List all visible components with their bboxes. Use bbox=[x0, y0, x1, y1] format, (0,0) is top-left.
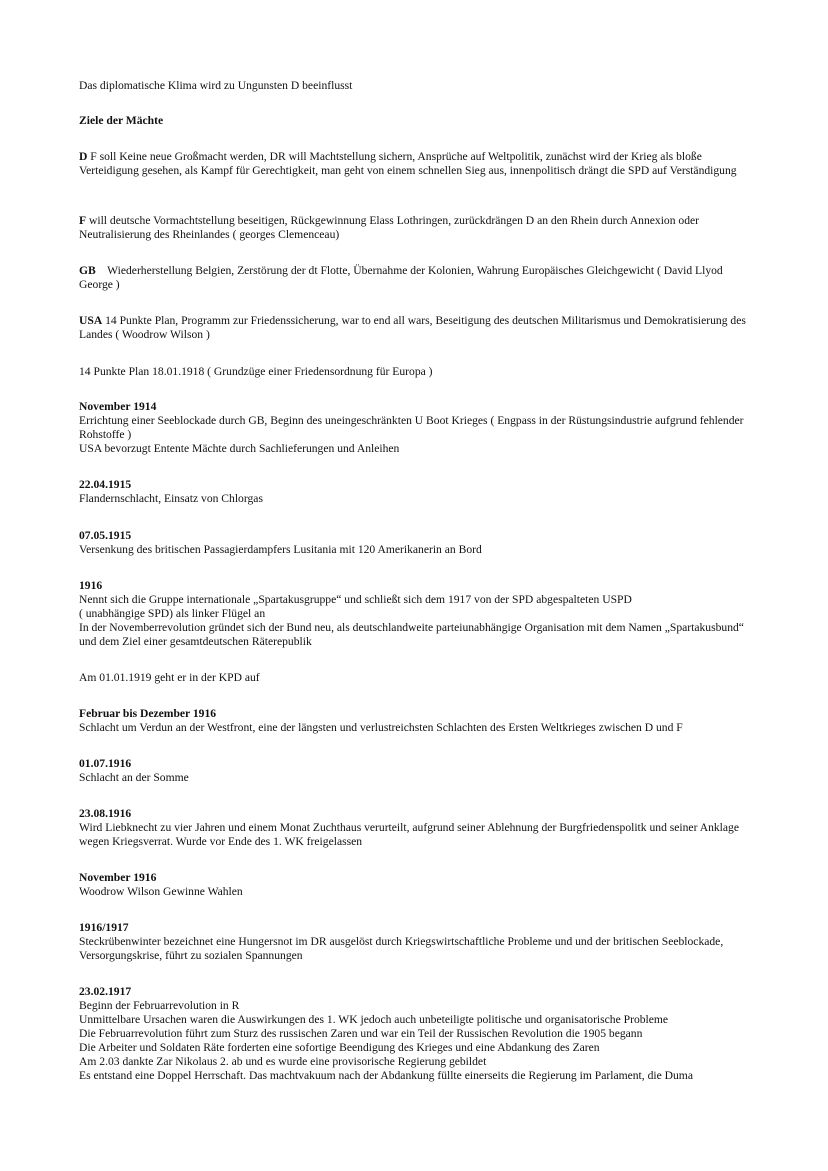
event-1916-1917 bbox=[79, 921, 759, 963]
punkte-plan-paragraph bbox=[79, 365, 759, 379]
goal-d-label: D bbox=[79, 150, 88, 163]
intro-text: Das diplomatische Klima wird zu Ungunsten D beeinflusst bbox=[79, 79, 353, 92]
event-date: 23.08.1916 bbox=[79, 807, 132, 820]
event-februar-bis-dezember-1916 bbox=[79, 707, 759, 735]
event-november-1914 bbox=[79, 400, 759, 456]
event-22-04-1915 bbox=[79, 478, 759, 506]
event-date: November 1914 bbox=[79, 400, 157, 413]
event-date: 22.04.1915 bbox=[79, 478, 132, 491]
event-text: In der Novemberrevolution gründet sich der Bund neu, als deutschlandweite parteiunabhängige Organisation mit dem Namen „Spartakusbund“ und dem Ziel einer gesamtdeutschen Räterepublik bbox=[79, 621, 744, 648]
event-text: Schlacht um Verdun an der Westfront, eine der längsten und verlustreichsten Schlachten des Ersten Weltkrieges zwischen D und F bbox=[79, 721, 683, 734]
event-november-1916 bbox=[79, 871, 759, 899]
event-23-02-1917 bbox=[79, 985, 759, 1083]
event-text: Am 2.03 dankte Zar Nikolaus 2. ab und es wurde eine provisorische Regierung gebildet bbox=[79, 1055, 487, 1068]
event-text: Die Februarrevolution führt zum Sturz des russischen Zaren und war ein Teil der Russischen Revolution die 1905 begann bbox=[79, 1027, 643, 1040]
event-text: Am 01.01.1919 geht er in der KPD auf bbox=[79, 671, 260, 684]
goal-usa bbox=[79, 314, 759, 342]
event-text: Wird Liebknecht zu vier Jahren und einem Monat Zuchthaus verurteilt, aufgrund seiner Ablehnung der Burgfriedenspolitk und seiner Anklage wegen Kriegsverrat. Wurde vor Ende des 1. WK freigelassen bbox=[79, 821, 739, 848]
event-date: 01.07.1916 bbox=[79, 757, 132, 770]
event-text: ( unabhängige SPD) als linker Flügel an bbox=[79, 607, 266, 620]
event-text: Nennt sich die Gruppe internationale „Spartakusgruppe“ und schließt sich dem 1917 von der SPD abgespalteten USPD bbox=[79, 593, 632, 606]
event-23-08-1916 bbox=[79, 807, 759, 849]
event-text: Woodrow Wilson Gewinne Wahlen bbox=[79, 885, 243, 898]
goal-gb-text: Wiederherstellung Belgien, Zerstörung der dt Flotte, Übernahme der Kolonien, Wahrung Europäisches Gleichgewicht ( David Llyod George ) bbox=[79, 264, 726, 291]
ziele-heading: Ziele der Mächte bbox=[79, 114, 164, 127]
punkte-plan-text: 14 Punkte Plan 18.01.1918 ( Grundzüge einer Friedensordnung für Europa ) bbox=[79, 365, 433, 378]
goal-f-text: will deutsche Vormachtstellung beseitigen, Rückgewinnung Elass Lothringen, zurückdrängen D an den Rhein durch Annexion oder Neutralisierung des Rheinlandes ( georges Clemenceau) bbox=[79, 214, 700, 241]
event-text: USA bevorzugt Entente Mächte durch Sachlieferungen und Anleihen bbox=[79, 442, 400, 455]
event-date: 07.05.1915 bbox=[79, 529, 132, 542]
event-date: November 1916 bbox=[79, 871, 157, 884]
goal-usa-label: USA bbox=[79, 314, 103, 327]
goal-gb-label: GB bbox=[79, 264, 96, 277]
goal-f bbox=[79, 214, 759, 242]
event-1916 bbox=[79, 579, 759, 649]
event-text: Flandernschlacht, Einsatz von Chlorgas bbox=[79, 492, 263, 505]
event-text: Steckrübenwinter bezeichnet eine Hungersnot im DR ausgelöst durch Kriegswirtschaftliche Probleme und und der britischen Seeblockade, Versorgungskrise, führt zu sozialen Spannungen bbox=[79, 935, 724, 962]
goal-f-label: F bbox=[79, 214, 87, 227]
event-01-07-1916 bbox=[79, 757, 759, 785]
goal-gb bbox=[79, 264, 759, 292]
goal-d-text: F soll Keine neue Großmacht werden, DR will Machtstellung sichern, Ansprüche auf Weltpolitik, zunächst wird der Krieg als bloße Verteidigung gesehen, als Kampf für Gerechtigkeit, man geht von einem schnellen Sieg aus, innenpolitisch drängt die SPD auf Verständigung bbox=[79, 150, 737, 177]
goal-d bbox=[79, 150, 759, 178]
event-text: Versenkung des britischen Passagierdampfers Lusitania mit 120 Amerikanerin an Bord bbox=[79, 543, 482, 556]
event-date: 1916/1917 bbox=[79, 921, 129, 934]
event-date: Februar bis Dezember 1916 bbox=[79, 707, 217, 720]
event-text: Schlacht an der Somme bbox=[79, 771, 189, 784]
event-text: Beginn der Februarrevolution in R bbox=[79, 999, 240, 1012]
event-kpd bbox=[79, 671, 759, 685]
event-text: Die Arbeiter und Soldaten Räte forderten eine sofortige Beendigung des Krieges und eine Abdankung des Zaren bbox=[79, 1041, 600, 1054]
event-07-05-1915 bbox=[79, 529, 759, 557]
event-text: Unmittelbare Ursachen waren die Auswirkungen des 1. WK jedoch auch unbeteiligte politische und organisatorische Probleme bbox=[79, 1013, 669, 1026]
event-date: 23.02.1917 bbox=[79, 985, 132, 998]
event-date: 1916 bbox=[79, 579, 103, 592]
event-text: Errichtung einer Seeblockade durch GB, Beginn des uneingeschränkten U Boot Krieges ( Engpass in der Rüstungsindustrie aufgrund fehlender Rohstoffe ) bbox=[79, 414, 744, 441]
event-text: Es entstand eine Doppel Herrschaft. Das machtvakuum nach der Abdankung füllte einerseits die Regierung im Parlament, die Duma bbox=[79, 1069, 693, 1082]
ziele-heading-block bbox=[79, 114, 759, 128]
intro-paragraph bbox=[79, 79, 759, 93]
goal-usa-text: 14 Punkte Plan, Programm zur Friedenssicherung, war to end all wars, Beseitigung des deutschen Militarismus und Demokratisierung des Landes ( Woodrow Wilson ) bbox=[79, 314, 746, 341]
